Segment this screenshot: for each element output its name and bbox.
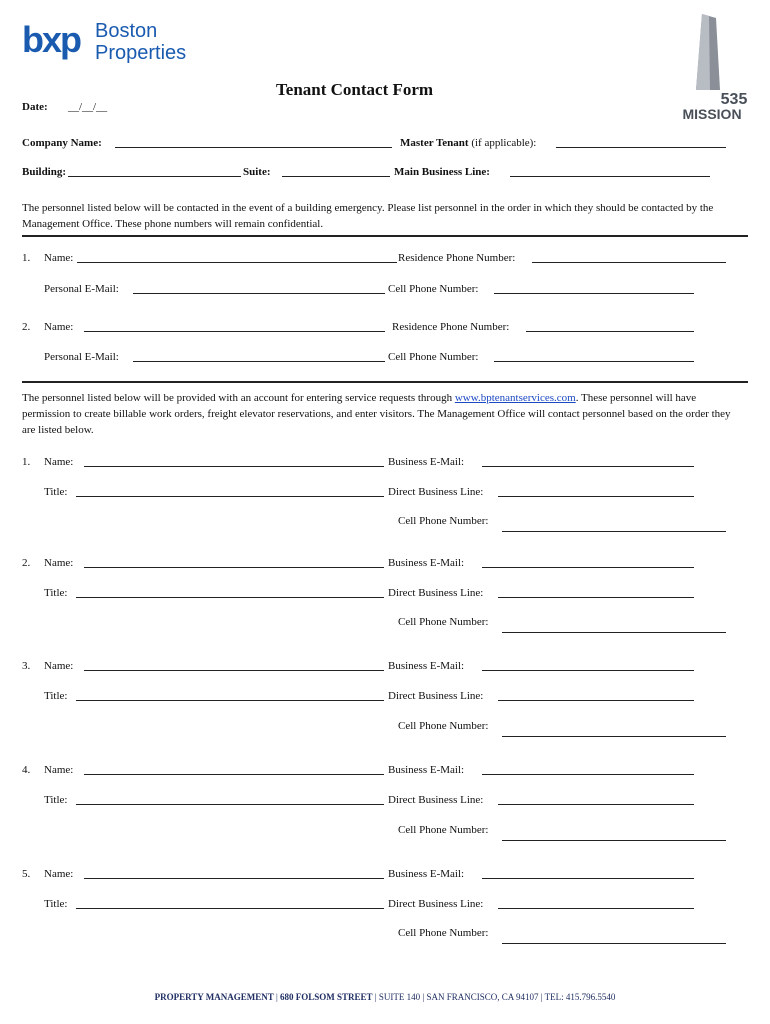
direct-business-line-label: Direct Business Line: [388,587,484,599]
title-field[interactable] [76,486,384,497]
cell-phone-label: Cell Phone Number: [398,720,489,732]
direct-business-line-field[interactable] [498,486,694,497]
bxp-logo: bxp [22,19,81,60]
suite-field[interactable] [282,166,390,177]
business-email-field[interactable] [482,557,694,568]
title-label: Title: [44,898,68,910]
service-entry-number: 3. [22,660,31,672]
residence-phone-field[interactable] [526,321,694,332]
cell-phone-label: Cell Phone Number: [398,824,489,836]
emergency-entry-number: 1. [22,252,31,264]
emergency-name-field[interactable] [84,321,385,332]
title-field[interactable] [76,690,384,701]
direct-business-line-field[interactable] [498,690,694,701]
service-name-field[interactable] [84,660,384,671]
date-field[interactable]: __/__/__ [68,101,108,113]
service-entry-number: 2. [22,557,31,569]
direct-business-line-field[interactable] [498,794,694,805]
business-email-label: Business E-Mail: [388,660,465,672]
cell-phone-label: Cell Phone Number: [388,283,479,295]
service-name-field[interactable] [84,456,384,467]
direct-business-line-label: Direct Business Line: [388,794,484,806]
service-name-label: Name: [44,456,74,468]
service-name-label: Name: [44,764,74,776]
logo-name-line2: Properties [95,42,187,64]
direct-business-line-label: Direct Business Line: [388,690,484,702]
master-tenant-label: Master Tenant (if applicable): [400,137,537,149]
service-name-label: Name: [44,557,74,569]
footer: PROPERTY MANAGEMENT | 680 FOLSOM STREET | SUITE 140 | SAN FRANCISCO, CA 94107 | TEL: 415.796.5540 [154,992,616,1002]
emergency-name-field[interactable] [77,252,397,263]
cell-phone-field[interactable] [502,935,726,944]
service-entry-number: 1. [22,456,31,468]
residence-phone-label: Residence Phone Number: [392,321,510,333]
boston-properties-logo-text [95,20,186,64]
business-email-label: Business E-Mail: [388,557,465,569]
emergency-intro: The personnel listed below will be contacted in the event of a building emergency. Please list personnel in the order in which they should be contacted by the Management Office. These phone numbers will remain confidential. [22,202,714,230]
date-label: Date: [22,101,48,113]
business-email-label: Business E-Mail: [388,456,465,468]
cell-phone-label: Cell Phone Number: [398,515,489,527]
service-entry-number: 5. [22,868,31,880]
direct-business-line-label: Direct Business Line: [388,486,484,498]
tenant-services-link[interactable]: www.bptenantservices.com [454,392,576,404]
title-label: Title: [44,587,68,599]
emergency-name-label: Name: [44,252,74,264]
building-logo-number: 535 [720,91,748,108]
title-field[interactable] [76,794,384,805]
direct-business-line-field[interactable] [498,898,694,909]
cell-phone-field[interactable] [494,351,694,362]
cell-phone-label: Cell Phone Number: [398,616,489,628]
title-field[interactable] [76,587,384,598]
personal-email-label: Personal E-Mail: [44,351,119,363]
service-name-label: Name: [44,868,74,880]
cell-phone-label: Cell Phone Number: [388,351,479,363]
cell-phone-field[interactable] [502,832,726,841]
residence-phone-label: Residence Phone Number: [398,252,516,264]
section-divider [22,235,748,237]
personal-email-field[interactable] [133,351,385,362]
service-name-field[interactable] [84,764,384,775]
title-label: Title: [44,690,68,702]
service-intro: The personnel listed below will be provided with an account for entering service requests through www.bptenantservices.com. These personnel will have permission to create billable work orders, freight elevator reservations, and enter visitors. The Management Office will contact personnel based on the order they are listed below. [22,392,731,436]
service-entry-number: 4. [22,764,31,776]
building-label: Building: [22,166,67,178]
cell-phone-field[interactable] [502,523,726,532]
building-logo-word: MISSION [682,106,742,122]
title-label: Title: [44,486,68,498]
company-name-label: Company Name: [22,137,102,149]
535-mission-building-logo-icon [672,12,752,122]
personal-email-label: Personal E-Mail: [44,283,119,295]
service-name-label: Name: [44,660,74,672]
section-divider [22,381,748,383]
title-label: Title: [44,794,68,806]
service-name-field[interactable] [84,557,384,568]
personal-email-field[interactable] [133,283,385,294]
emergency-name-label: Name: [44,321,74,333]
title-field[interactable] [76,898,384,909]
business-email-field[interactable] [482,868,694,879]
suite-label: Suite: [243,166,271,178]
business-email-field[interactable] [482,456,694,467]
company-name-field[interactable] [115,137,392,148]
main-business-line-field[interactable] [510,166,710,177]
direct-business-line-label: Direct Business Line: [388,898,484,910]
business-email-label: Business E-Mail: [388,764,465,776]
master-tenant-field[interactable] [556,137,726,148]
business-email-field[interactable] [482,764,694,775]
logo-name-line1: Boston [95,20,158,42]
main-business-line-label: Main Business Line: [394,166,490,178]
business-email-label: Business E-Mail: [388,868,465,880]
form-title: Tenant Contact Form [276,80,434,99]
business-email-field[interactable] [482,660,694,671]
direct-business-line-field[interactable] [498,587,694,598]
cell-phone-label: Cell Phone Number: [398,927,489,939]
cell-phone-field[interactable] [502,728,726,737]
cell-phone-field[interactable] [494,283,694,294]
service-name-field[interactable] [84,868,384,879]
cell-phone-field[interactable] [502,624,726,633]
building-field[interactable] [68,166,241,177]
emergency-entry-number: 2. [22,321,31,333]
residence-phone-field[interactable] [532,252,726,263]
